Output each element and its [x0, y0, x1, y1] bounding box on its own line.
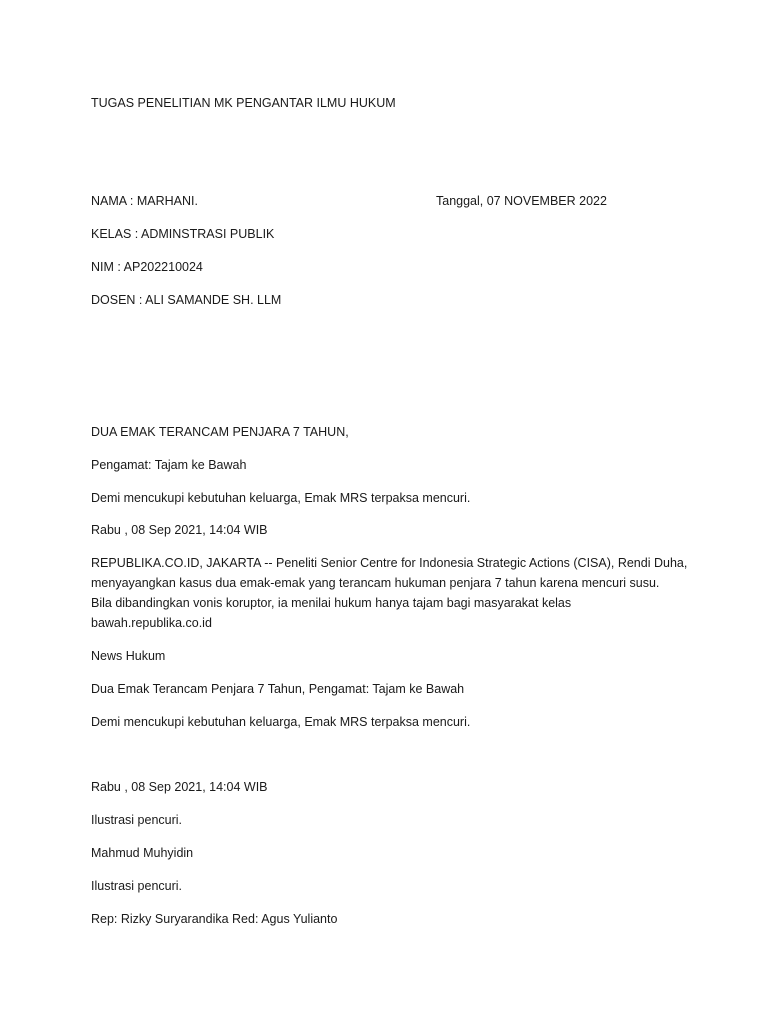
article-dateline: Rabu , 08 Sep 2021, 14:04 WIB [91, 523, 268, 537]
article-subheadline: Pengamat: Tajam ke Bawah [91, 458, 247, 472]
photographer-credit: Mahmud Muhyidin [91, 846, 194, 860]
article-category: News Hukum [91, 649, 166, 663]
document-title: TUGAS PENELITIAN MK PENGANTAR ILMU HUKUM [91, 96, 396, 110]
article-credits: Rep: Rizky Suryarandika Red: Agus Yulianto [91, 912, 338, 926]
student-id: NIM : AP202210024 [91, 260, 203, 274]
article-body-line: bawah.republika.co.id [91, 616, 212, 630]
article-body-line: menyayangkan kasus dua emak-emak yang terancam hukuman penjara 7 tahun karena mencuri susu. [91, 576, 660, 590]
article-headline-repeat: Dua Emak Terancam Penjara 7 Tahun, Pengamat: Tajam ke Bawah [91, 682, 465, 696]
image-caption-repeat: Ilustrasi pencuri. [91, 879, 183, 893]
article-body-line: REPUBLIKA.CO.ID, JAKARTA -- Peneliti Senior Centre for Indonesia Strategic Actions (CISA), Rendi Duha, [91, 556, 688, 570]
article-headline: DUA EMAK TERANCAM PENJARA 7 TAHUN, [91, 425, 349, 439]
student-name: NAMA : MARHANI. [91, 194, 198, 208]
document-date: Tanggal, 07 NOVEMBER 2022 [436, 194, 607, 208]
article-body [91, 553, 691, 633]
image-caption: Ilustrasi pencuri. [91, 813, 183, 827]
article-summary: Demi mencukupi kebutuhan keluarga, Emak MRS terpaksa mencuri. [91, 491, 471, 505]
article-dateline-repeat: Rabu , 08 Sep 2021, 14:04 WIB [91, 780, 268, 794]
article-body-line: Bila dibandingkan vonis koruptor, ia menilai hukum hanya tajam bagi masyarakat kelas [91, 596, 572, 610]
article-summary-repeat: Demi mencukupi kebutuhan keluarga, Emak MRS terpaksa mencuri. [91, 715, 471, 729]
lecturer-name: DOSEN : ALI SAMANDE SH. LLM [91, 293, 282, 307]
student-class: KELAS : ADMINSTRASI PUBLIK [91, 227, 275, 241]
